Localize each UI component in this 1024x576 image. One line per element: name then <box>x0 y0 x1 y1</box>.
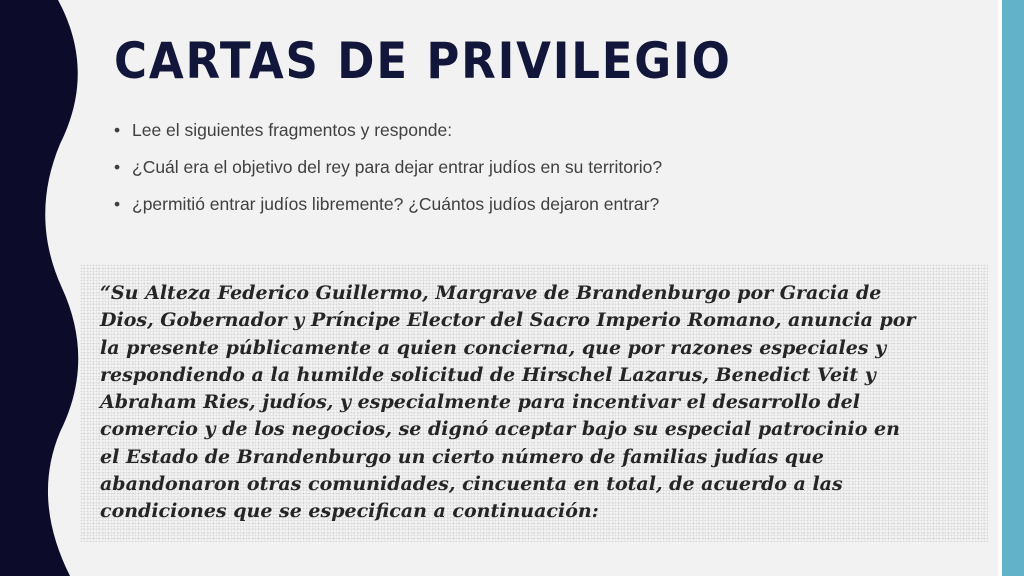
bullet-item <box>114 192 974 216</box>
quote-line: comercio y de los negocios, se dignó aceptar bajo su especial patrocinio en <box>100 418 900 441</box>
bullet-list <box>114 118 974 229</box>
left-wavy-band <box>0 0 80 576</box>
quote-image <box>80 264 988 542</box>
bullet-dot-icon: • <box>114 194 121 214</box>
quote-line: la presente públicamente a quien concierna, que por razones especiales y <box>100 336 887 359</box>
right-accent-stripe <box>1002 0 1024 576</box>
quote-line: Dios, Gobernador y Príncipe Elector del Sacro Imperio Romano, anuncia por <box>100 309 916 332</box>
bullet-item <box>114 155 974 179</box>
bullet-text: Lee el siguientes fragmentos y responde: <box>132 120 453 140</box>
quote-line: Abraham Ries, judíos, y especialmente para incentivar el desarrollo del <box>100 391 860 414</box>
quote-line: condiciones que se especifican a continuación: <box>100 500 599 523</box>
bullet-dot-icon: • <box>114 120 121 140</box>
quote-line: “Su Alteza Federico Guillermo, Margrave de Brandenburgo por Gracia de <box>100 282 882 304</box>
left-wavy-band-shape <box>0 0 78 576</box>
quote-line: abandonaron otras comunidades, cincuenta en total, de acuerdo a las <box>100 473 843 496</box>
bullet-dot-icon: • <box>114 157 121 177</box>
bullet-text: ¿Cuál era el objetivo del rey para dejar entrar judíos en su territorio? <box>132 157 663 177</box>
bullet-text: ¿permitió entrar judíos libremente? ¿Cuántos judíos dejaron entrar? <box>132 194 660 214</box>
quote-line: respondiendo a la humilde solicitud de Hirschel Lazarus, Benedict Veit y <box>100 363 876 386</box>
slide-title: CARTAS DE PRIVILEGIO <box>114 32 732 90</box>
bullet-item <box>114 118 974 142</box>
quote-line: el Estado de Brandenburgo un cierto número de familias judías que <box>100 445 824 468</box>
